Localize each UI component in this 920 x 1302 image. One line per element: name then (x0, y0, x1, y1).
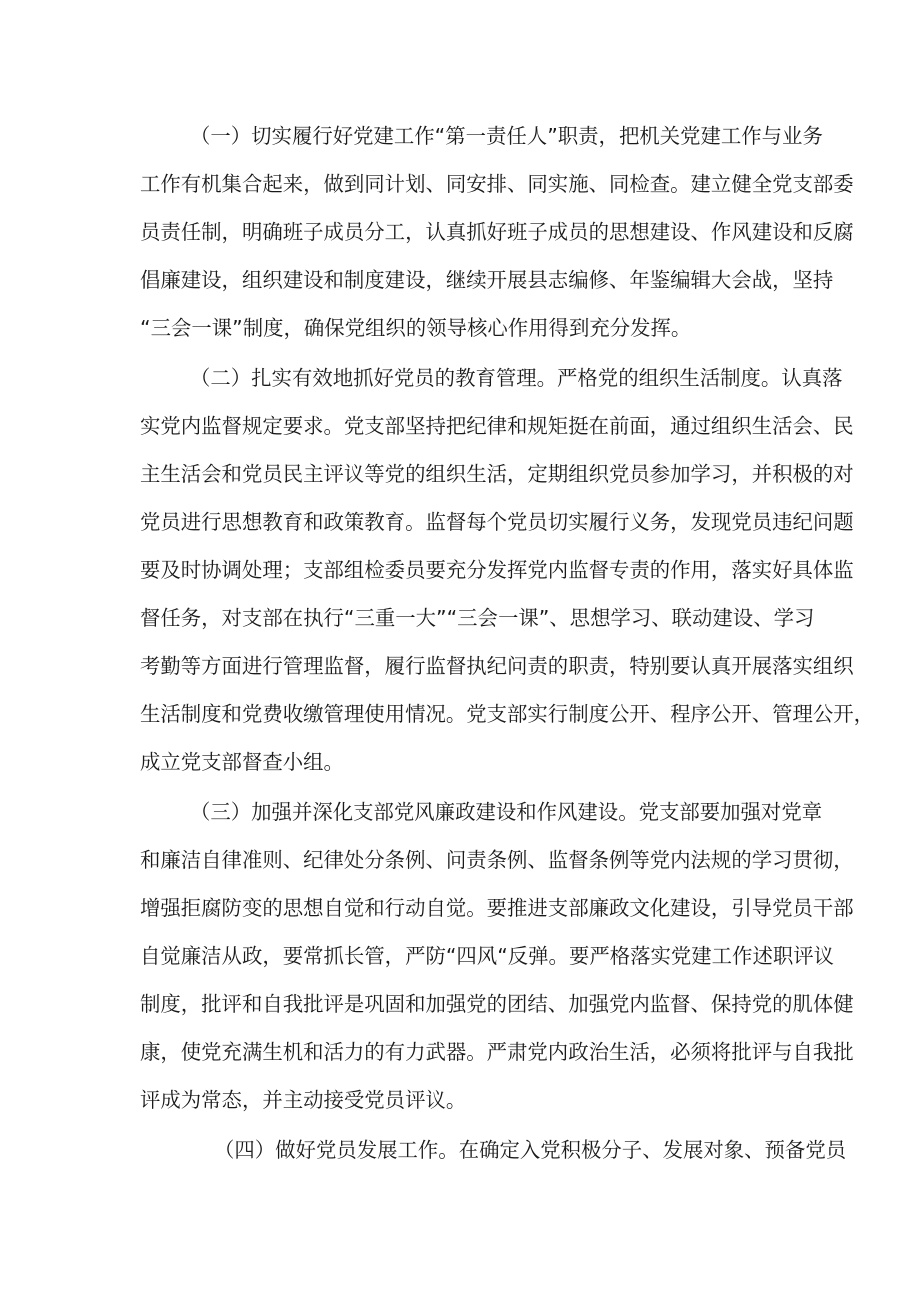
text-line: （四）做好党员发展工作。在确定入党积极分子、发展对象、预备党员 (214, 1138, 847, 1162)
text-line: （一）切实履行好党建工作“第一责任人”职责，把机关党建工作与业务 (190, 124, 823, 148)
text-line: 生活制度和党费收缴管理使用情况。党支部实行制度公开、程序公开、管理公开， (140, 702, 875, 726)
text-line: 实党内监督规定要求。党支部坚持把纪律和规矩挺在前面，通过组织生活会、民 (140, 414, 854, 438)
text-line: 倡廉建设，组织建设和制度建设，继续开展县志编修、年鉴编辑大会战，坚持 (140, 268, 834, 292)
text-line: 评成为常态，并主动接受党员评议。 (140, 1088, 467, 1112)
text-line: 督任务，对支部在执行“三重一大”“三会一课”、思想学习、联动建设、学习 (140, 606, 815, 630)
text-line: （三）加强并深化支部党风廉政建设和作风建设。党支部要加强对党章 (190, 800, 823, 824)
text-line: 和廉洁自律准则、纪律处分条例、问责条例、监督条例等党内法规的学习贯彻， (140, 848, 854, 872)
text-line: （二）扎实有效地抓好党员的教育管理。严格党的组织生活制度。认真落 (190, 366, 843, 390)
text-line: 要及时协调处理；支部组检委员要充分发挥党内监督专责的作用，落实好具体监 (140, 558, 854, 582)
text-line: 成立党支部督查小组。 (140, 750, 344, 774)
text-line: 主生活会和党员民主评议等党的组织生活，定期组织党员参加学习，并积极的对 (140, 462, 854, 486)
text-line: 自觉廉洁从政，要常抓长管，严防“四风“反弹。要严格落实党建工作述职评议 (140, 944, 835, 968)
text-line: 党员进行思想教育和政策教育。监督每个党员切实履行义务，发现党员违纪问题 (140, 510, 854, 534)
text-line: 康，使党充满生机和活力的有力武器。严肃党内政治生活，必须将批评与自我批 (140, 1040, 854, 1064)
text-line: 制度，批评和自我批评是巩固和加强党的团结、加强党内监督、保持党的肌体健 (140, 992, 854, 1016)
text-line: “三会一课”制度，确保党组织的领导核心作用得到充分发挥。 (140, 316, 692, 340)
text-line: 员责任制，明确班子成员分工，认真抓好班子成员的思想建设、作风建设和反腐 (140, 220, 854, 244)
text-line: 工作有机集合起来，做到同计划、同安排、同实施、同检查。建立健全党支部委 (140, 172, 854, 196)
text-line: 增强拒腐防变的思想自觉和行动自觉。要推进支部廉政文化建设，引导党员干部 (140, 896, 854, 920)
text-line: 考勤等方面进行管理监督，履行监督执纪问责的职责，特别要认真开展落实组织 (140, 654, 854, 678)
